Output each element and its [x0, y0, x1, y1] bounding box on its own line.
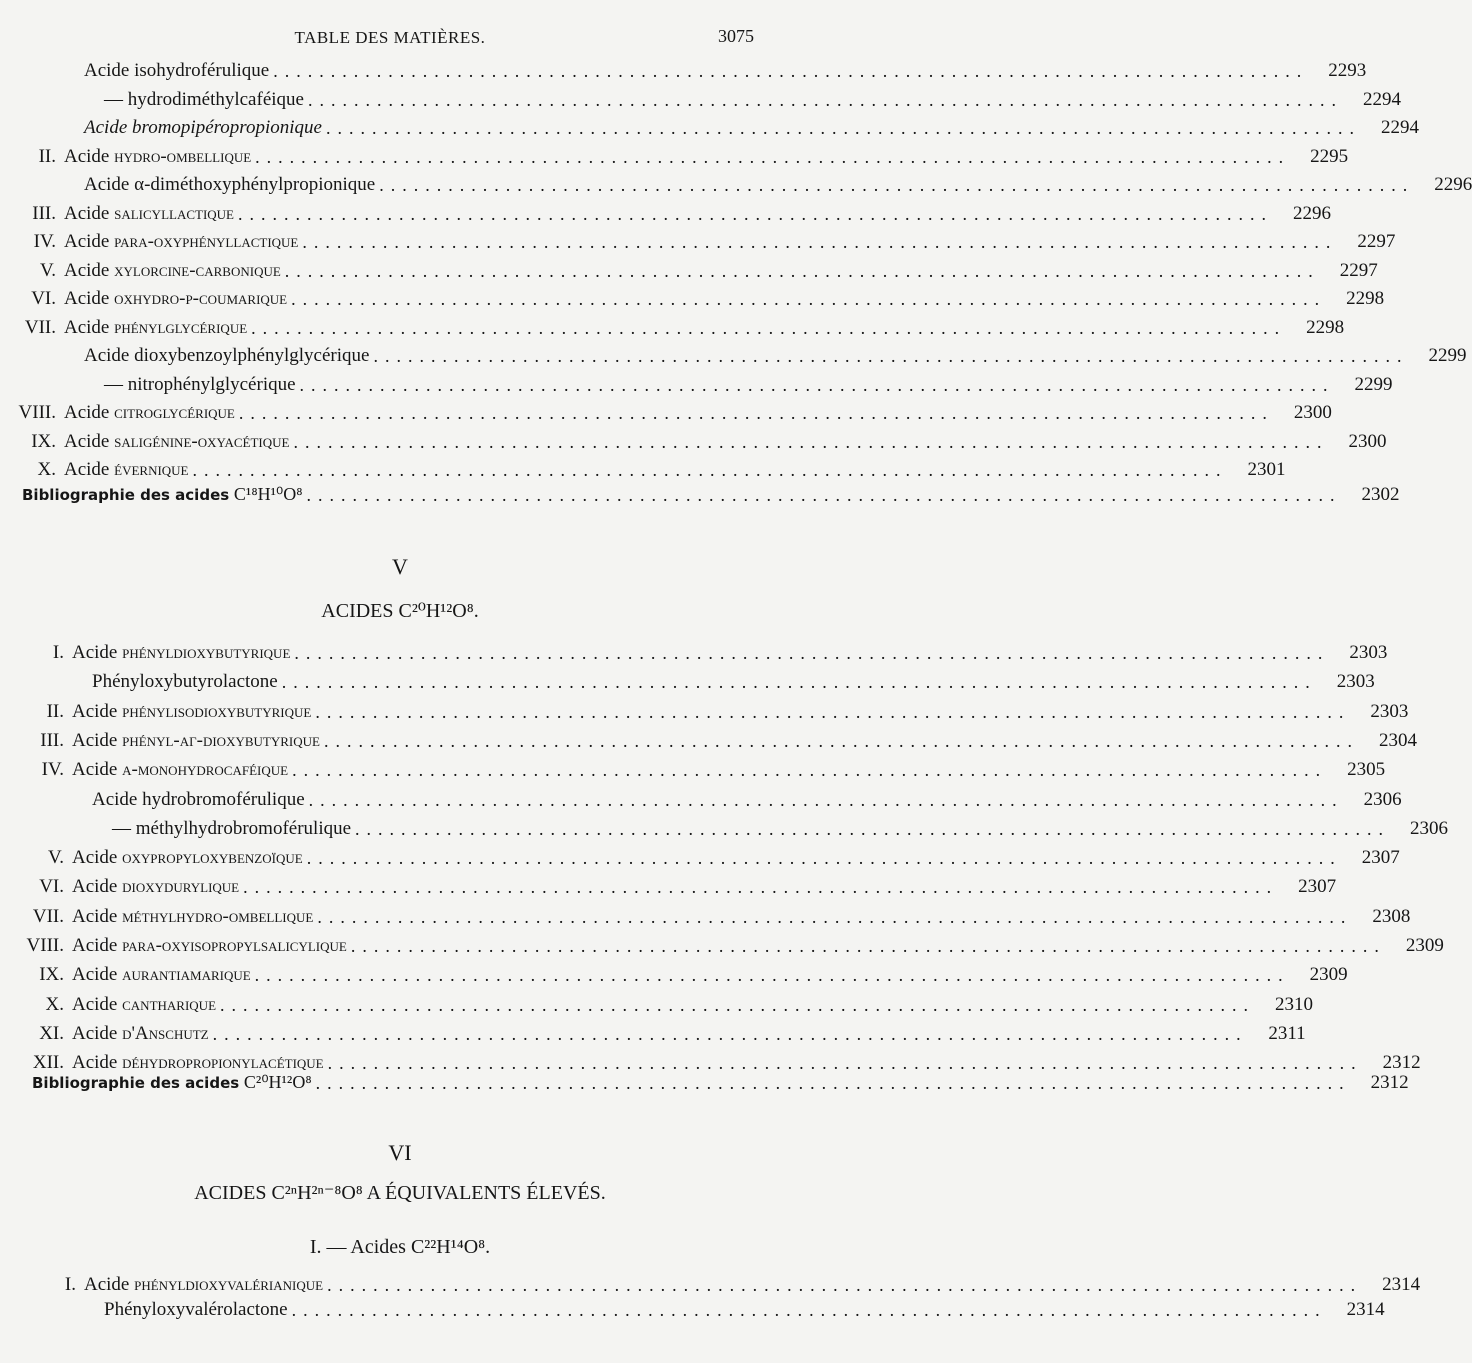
toc-entry	[0, 423, 1387, 452]
leader-dots: ..........................................................................................	[273, 61, 1309, 81]
toc-entry-label	[104, 1300, 288, 1319]
toc-entry-title: méthylhydro-ombellique	[122, 905, 314, 927]
leader-dots: ..........................................................................................	[307, 89, 1343, 110]
toc-entry-label	[92, 672, 278, 691]
toc-entry	[0, 663, 1375, 693]
leader-dots: ..........................................................................................	[306, 848, 1342, 869]
toc-entry-title: Acide dioxybenzoylphénylglycérique	[84, 345, 370, 366]
leader-dots: ..........................................................................................	[379, 175, 1415, 195]
toc-entry-number: X.	[37, 459, 56, 480]
toc-entry-prefix: Acide	[64, 259, 115, 281]
leader-dots: ..........................................................................................	[293, 431, 1329, 452]
toc-page-number: 2314	[1382, 1274, 1421, 1295]
toc-entry-prefix: Acide	[84, 1274, 135, 1295]
bibliography-formula: C¹⁸H¹⁰O⁸	[233, 484, 303, 504]
toc-entry-prefix: Acide	[72, 1022, 123, 1044]
toc-page-number: 2307	[1298, 876, 1337, 898]
toc-entry-title: para-oxyisopropylsalicylique	[122, 935, 347, 956]
leader-dots: ..........................................................................................	[326, 118, 1361, 138]
leader-dots: ..........................................................................................	[308, 789, 1344, 810]
toc-entry-title: déhydropropionylacétique	[122, 1052, 324, 1074]
toc-page-number: 2303	[1349, 642, 1388, 663]
toc-entry-prefix: —	[104, 88, 128, 110]
toc-entry-label	[104, 375, 296, 394]
toc-entry	[0, 722, 1417, 751]
bibliography-formula: C²⁰H¹²O⁸	[243, 1072, 312, 1092]
toc-page-number: 2300	[1348, 430, 1387, 452]
toc-entry-title: hydro-ombellique	[114, 145, 252, 167]
toc-entry-number: VII.	[24, 316, 56, 338]
toc-entry	[0, 166, 1472, 195]
toc-entry-title: phénylisodioxybutyrique	[122, 700, 312, 722]
toc-entry	[0, 52, 1367, 81]
bibliography-label: Bibliographie des acides	[22, 486, 230, 504]
leader-dots: ..........................................................................................	[350, 936, 1386, 956]
toc-entry-label	[84, 175, 375, 194]
toc-entry-number: XI.	[39, 1022, 64, 1044]
toc-entry-title: cantharique	[122, 993, 217, 1015]
toc-page-number: 2306	[1363, 788, 1402, 810]
toc-page-number: 2297	[1339, 259, 1378, 281]
toc-entry-title: saligénine-oxyacétique	[114, 430, 290, 452]
toc-entry-label	[64, 261, 281, 280]
toc-entry	[0, 956, 1348, 986]
toc-entry-title: d'Anschutz	[122, 1022, 209, 1044]
toc-page-number: 2312	[1382, 1052, 1421, 1074]
toc-page-number: 2305	[1347, 759, 1386, 781]
toc-page-number: 2295	[1310, 145, 1349, 167]
toc-entry-label	[64, 232, 298, 251]
leader-dots: ..........................................................................................	[212, 1023, 1248, 1044]
toc-page-number: 2312	[1370, 1072, 1409, 1093]
toc-entry-prefix: —	[112, 817, 136, 839]
toc-entry-title: phényldioxyvalérianique	[134, 1274, 324, 1295]
toc-entry	[0, 394, 1332, 423]
toc-page-number: 2296	[1293, 202, 1332, 224]
toc-entry	[0, 451, 1286, 480]
toc-page-number: 2298	[1346, 288, 1385, 309]
toc-entry	[0, 810, 1449, 839]
toc-entry-number: III.	[40, 729, 64, 751]
toc-entry-title: phényl-αγ-dioxybutyrique	[122, 729, 320, 751]
toc-entry-prefix: Acide	[64, 459, 115, 480]
toc-entry-prefix: Acide	[64, 231, 115, 252]
leader-dots: ..........................................................................................	[355, 818, 1391, 839]
toc-entry	[0, 1015, 1306, 1044]
toc-entry	[0, 366, 1393, 395]
toc-entry-prefix: Acide	[72, 729, 123, 751]
toc-entry-label	[72, 936, 347, 955]
toc-entry-title: dioxydurylique	[122, 876, 240, 898]
leader-dots: ..........................................................................................	[291, 1300, 1327, 1320]
toc-page-number: 2293	[1328, 60, 1367, 81]
toc-entry-title: α-monohydrocaféique	[122, 759, 289, 781]
toc-entry-title: Phényloxybutyrolactone	[92, 671, 278, 693]
toc-entry	[0, 280, 1385, 309]
leader-dots: ..........................................................................................	[220, 994, 1256, 1015]
toc-entry	[0, 252, 1378, 281]
leader-dots: ..........................................................................................	[243, 877, 1279, 898]
toc-entry	[0, 986, 1314, 1015]
toc-entry-title: Acide hydrobromoférulique	[92, 788, 305, 810]
toc-entry-label	[104, 90, 304, 109]
toc-entry	[0, 337, 1467, 366]
leader-dots: ..........................................................................................	[327, 1275, 1363, 1295]
toc-entry-title: évernique	[114, 459, 189, 480]
toc-page-number: 2298	[1306, 316, 1345, 338]
toc-entry-prefix: Acide	[72, 935, 123, 956]
toc-entry-label	[64, 318, 247, 337]
leader-dots: ..........................................................................................	[254, 965, 1290, 986]
toc-entry-prefix: Acide	[64, 316, 115, 338]
toc-entry-title: hydrodiméthylcaféique	[127, 88, 304, 110]
toc-entry	[0, 927, 1444, 956]
section-subtitle: I. — Acides C²²H¹⁴O⁸.	[309, 1236, 491, 1258]
toc-entry-number: VI.	[31, 288, 56, 309]
toc-page-number: 2314	[1346, 1299, 1385, 1320]
toc-entry	[0, 195, 1332, 224]
toc-entry-prefix: Acide	[72, 847, 123, 869]
toc-entry-title: oxypropyloxybenzoïque	[122, 847, 303, 869]
toc-entry-number: IV.	[41, 759, 64, 781]
leader-dots: ..........................................................................................	[302, 232, 1338, 252]
toc-entry-number: IV.	[33, 231, 56, 252]
toc-entry-title: para-oxyphényllactique	[114, 231, 299, 252]
toc-entry-label	[112, 819, 351, 838]
toc-entry-title: Acide α-diméthoxyphénylpropionique	[84, 174, 376, 195]
toc-entry-prefix: Acide	[72, 642, 123, 663]
toc-entry-label	[72, 702, 311, 721]
toc-entry-label	[72, 643, 290, 662]
toc-entry-label	[72, 848, 303, 867]
toc-entry-title: nitrophénylglycérique	[127, 373, 296, 395]
toc-bibliography-entry	[0, 476, 1400, 505]
section-title: ACIDES C²ⁿH²ⁿ⁻⁸O⁸ A ÉQUIVALENTS ÉLEVÉS.	[194, 1182, 606, 1204]
toc-entry-title: salicyllactique	[114, 202, 235, 224]
toc-entry-label	[72, 907, 313, 926]
running-header-page-number: 3075	[718, 26, 754, 46]
toc-page-number: 2302	[1361, 484, 1400, 505]
toc-entry-label	[72, 760, 288, 779]
toc-entry	[0, 898, 1411, 927]
toc-entry-prefix: Acide	[72, 759, 123, 781]
toc-page-number: 2308	[1372, 905, 1411, 927]
leader-dots: ..........................................................................................	[284, 260, 1320, 281]
leader-dots: ..........................................................................................	[315, 1073, 1351, 1093]
toc-entry-label	[64, 147, 251, 166]
toc-entry-prefix: Acide	[64, 402, 115, 423]
toc-page-number: 2301	[1247, 459, 1286, 480]
toc-entry	[0, 309, 1345, 338]
toc-entry-prefix: Acide	[72, 1052, 123, 1074]
toc-entry	[0, 634, 1388, 663]
bibliography-label: Bibliographie des acides	[32, 1074, 240, 1092]
toc-page-number: 2304	[1378, 729, 1417, 751]
section-title: ACIDES C²⁰H¹²O⁸.	[321, 600, 479, 622]
leader-dots: ..........................................................................................	[192, 460, 1228, 480]
toc-entry-label	[64, 432, 289, 451]
toc-entry-number: VI.	[39, 876, 64, 898]
toc-entry-prefix: Acide	[72, 964, 123, 986]
toc-entry-label	[72, 877, 239, 896]
leader-dots: ..........................................................................................	[327, 1053, 1363, 1074]
toc-entry-prefix: Acide	[72, 876, 123, 898]
toc-page-number: 2307	[1361, 847, 1400, 869]
toc-entry-prefix: Acide	[72, 993, 123, 1015]
leader-dots: ..........................................................................................	[238, 203, 1274, 224]
toc-page-number: 2294	[1381, 117, 1419, 138]
toc-page-number: 2294	[1362, 88, 1401, 110]
toc-entry-label	[72, 995, 216, 1014]
toc-entry-number: VII.	[32, 905, 64, 927]
toc-entry-number: XII.	[32, 1052, 64, 1074]
toc-page-number: 2309	[1309, 964, 1348, 986]
toc-bibliography-entry	[0, 1064, 1409, 1093]
toc-entry-number: III.	[32, 202, 56, 224]
section-number: VI	[388, 1140, 412, 1165]
toc-entry-number: VIII.	[26, 935, 64, 956]
leader-dots: ..........................................................................................	[251, 317, 1287, 338]
leader-dots: ..........................................................................................	[281, 672, 1317, 693]
toc-page-number: 2311	[1268, 1022, 1306, 1044]
toc-entry-number: IX.	[31, 430, 56, 452]
leader-dots: ..........................................................................................	[255, 146, 1291, 167]
toc-entry-number: IX.	[39, 964, 64, 986]
toc-entry-label	[84, 346, 369, 365]
toc-page-number: 2299	[1428, 345, 1467, 366]
leader-dots: ..........................................................................................	[323, 730, 1359, 751]
toc-entry-label	[64, 289, 287, 308]
toc-entry-number: I.	[64, 1274, 76, 1295]
toc-page-number: 2306	[1410, 817, 1449, 839]
toc-entry-prefix: Acide	[64, 288, 115, 309]
toc-entry	[0, 693, 1409, 722]
toc-entry-number: II.	[38, 145, 56, 167]
toc-page-number: 2303	[1370, 700, 1409, 722]
toc-entry	[0, 839, 1400, 869]
toc-entry-prefix: Acide	[64, 202, 115, 224]
toc-entry	[0, 109, 1419, 138]
leader-dots: ..........................................................................................	[315, 701, 1351, 722]
toc-entry-prefix: —	[104, 373, 128, 395]
toc-entry-number: V.	[47, 847, 64, 869]
toc-page-number: 2299	[1354, 373, 1393, 395]
toc-entry-label	[84, 61, 269, 80]
toc-entry-number: VIII.	[18, 402, 56, 423]
toc-entry-label	[72, 965, 251, 984]
toc-page-number: 2309	[1405, 935, 1444, 956]
running-header-title: TABLE DES MATIÈRES.	[294, 28, 486, 47]
toc-entry-number: X.	[45, 993, 64, 1015]
toc-page-number: 2300	[1293, 402, 1332, 423]
toc-entry-prefix: Acide	[72, 700, 123, 722]
toc-entry-title: citroglycérique	[114, 402, 235, 423]
toc-entry-label	[84, 118, 322, 137]
leader-dots: ..........................................................................................	[238, 403, 1274, 423]
toc-entry	[0, 751, 1386, 781]
toc-entry-prefix: Acide	[72, 905, 123, 927]
toc-entry	[0, 1291, 1385, 1320]
leader-dots: ..........................................................................................	[292, 760, 1328, 781]
leader-dots: ..........................................................................................	[317, 906, 1353, 927]
toc-entry-title: Acide isohydroférulique	[84, 60, 270, 81]
toc-entry-label	[72, 731, 320, 750]
toc-entry-number: V.	[39, 259, 56, 281]
toc-entry	[0, 223, 1396, 252]
toc-entry-label	[64, 204, 234, 223]
toc-entry-label	[64, 403, 235, 422]
toc-entry-title: Acide bromopipéropropionique	[84, 117, 322, 138]
toc-entry-title: phénylglycérique	[114, 316, 248, 338]
toc-entry-label	[92, 790, 305, 809]
toc-entry-prefix: Acide	[64, 430, 115, 452]
toc-entry-title: phényldioxybutyrique	[122, 642, 291, 663]
toc-page-number: 2296	[1434, 174, 1472, 195]
toc-entry	[0, 1266, 1421, 1295]
toc-entry-number: II.	[46, 700, 64, 722]
toc-entry-title: aurantiamarique	[122, 964, 251, 986]
leader-dots: ..........................................................................................	[291, 289, 1327, 309]
toc-entry-number: I.	[52, 642, 64, 663]
toc-entry-title: xylorcine-carbonique	[114, 259, 281, 281]
leader-dots: ..........................................................................................	[306, 485, 1342, 505]
toc-entry	[0, 81, 1401, 110]
toc-entry-title: Phényloxyvalérolactone	[104, 1299, 288, 1320]
leader-dots: ..........................................................................................	[294, 643, 1330, 663]
toc-entry-label	[72, 1024, 209, 1043]
toc-page-number: 2303	[1336, 671, 1375, 693]
leader-dots: ..........................................................................................	[299, 374, 1335, 395]
toc-entry	[0, 868, 1337, 898]
toc-entry	[0, 138, 1349, 167]
toc-entry-title: oxhydro-p-coumarique	[114, 288, 288, 309]
toc-entry-prefix: Acide	[64, 145, 115, 167]
leader-dots: ..........................................................................................	[373, 346, 1409, 366]
toc-entry-title: méthylhydrobromoférulique	[135, 817, 352, 839]
toc-entry	[0, 781, 1402, 810]
toc-page-number: 2297	[1357, 231, 1396, 252]
section-number: V	[392, 554, 408, 579]
toc-page-number: 2310	[1275, 993, 1314, 1015]
